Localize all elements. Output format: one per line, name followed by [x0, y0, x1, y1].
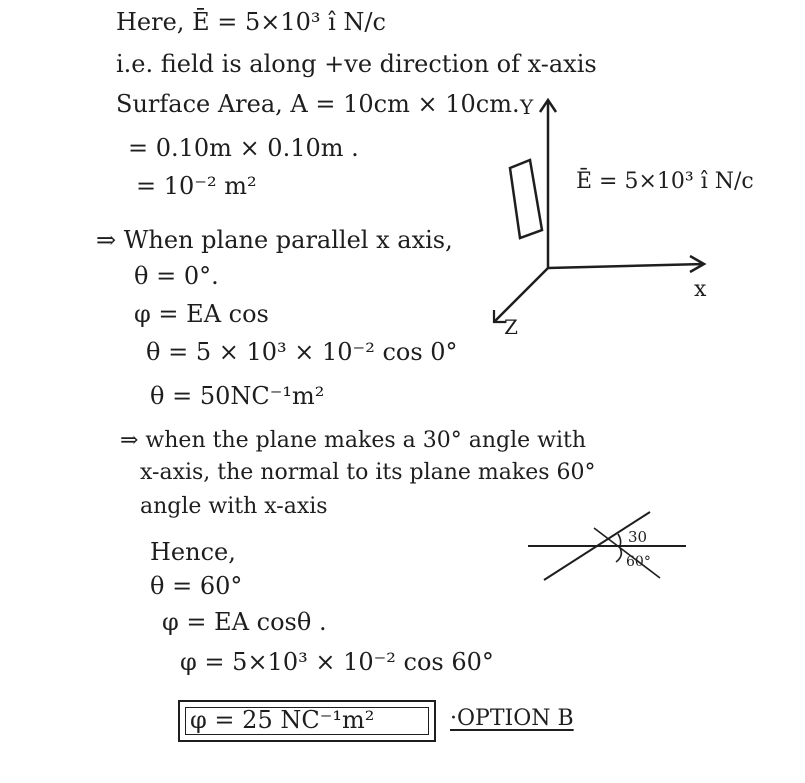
flux-substitution-line-2: φ = 5×10³ × 10⁻² cos 60°: [180, 648, 494, 676]
flux-formula-line-2: φ = EA cosθ .: [162, 608, 327, 636]
given-field-line: Here, Ē = 5×10³ î N/c: [116, 8, 386, 36]
field-label: Ē = 5×10³ î N/c: [576, 169, 754, 194]
flux-result-line-1: θ = 50NC⁻¹m²: [150, 382, 325, 410]
angle-arc-30: [618, 534, 621, 546]
theta-sixty-line: θ = 60°: [150, 572, 243, 600]
option-answer: ·OPTION B: [450, 706, 574, 731]
z-axis-label: Z: [504, 315, 518, 339]
field-direction-line: i.e. field is along +ve direction of x-axis: [116, 50, 597, 78]
flux-formula-line: φ = EA cos: [134, 300, 269, 328]
angle-label-30: 30: [628, 528, 648, 546]
angle-arc-60: [616, 548, 621, 562]
x-axis-label: x: [694, 277, 707, 302]
angle-label-60: 60°: [626, 554, 651, 570]
theta-zero-line: θ = 0°.: [134, 262, 219, 290]
case-inclined-heading: ⇒ when the plane makes a 30° angle with: [120, 428, 587, 453]
case-parallel-heading: ⇒ When plane parallel x axis,: [96, 226, 453, 254]
hence-line: Hence,: [150, 538, 236, 566]
y-axis-label: Y: [520, 95, 534, 119]
normal-angle-line: x-axis, the normal to its plane makes 60°: [140, 460, 596, 485]
surface-area-line: Surface Area, A = 10cm × 10cm.: [116, 90, 520, 118]
normal-line: [594, 528, 660, 578]
flux-substitution-line: θ = 5 × 10³ × 10⁻² cos 0°: [146, 338, 458, 366]
final-answer: φ = 25 NC⁻¹m²: [190, 706, 375, 734]
area-result-line: = 10⁻² m²: [136, 172, 257, 200]
area-conversion-line: = 0.10m × 0.10m .: [128, 134, 359, 162]
angle-with-axis-line: angle with x-axis: [140, 494, 328, 519]
